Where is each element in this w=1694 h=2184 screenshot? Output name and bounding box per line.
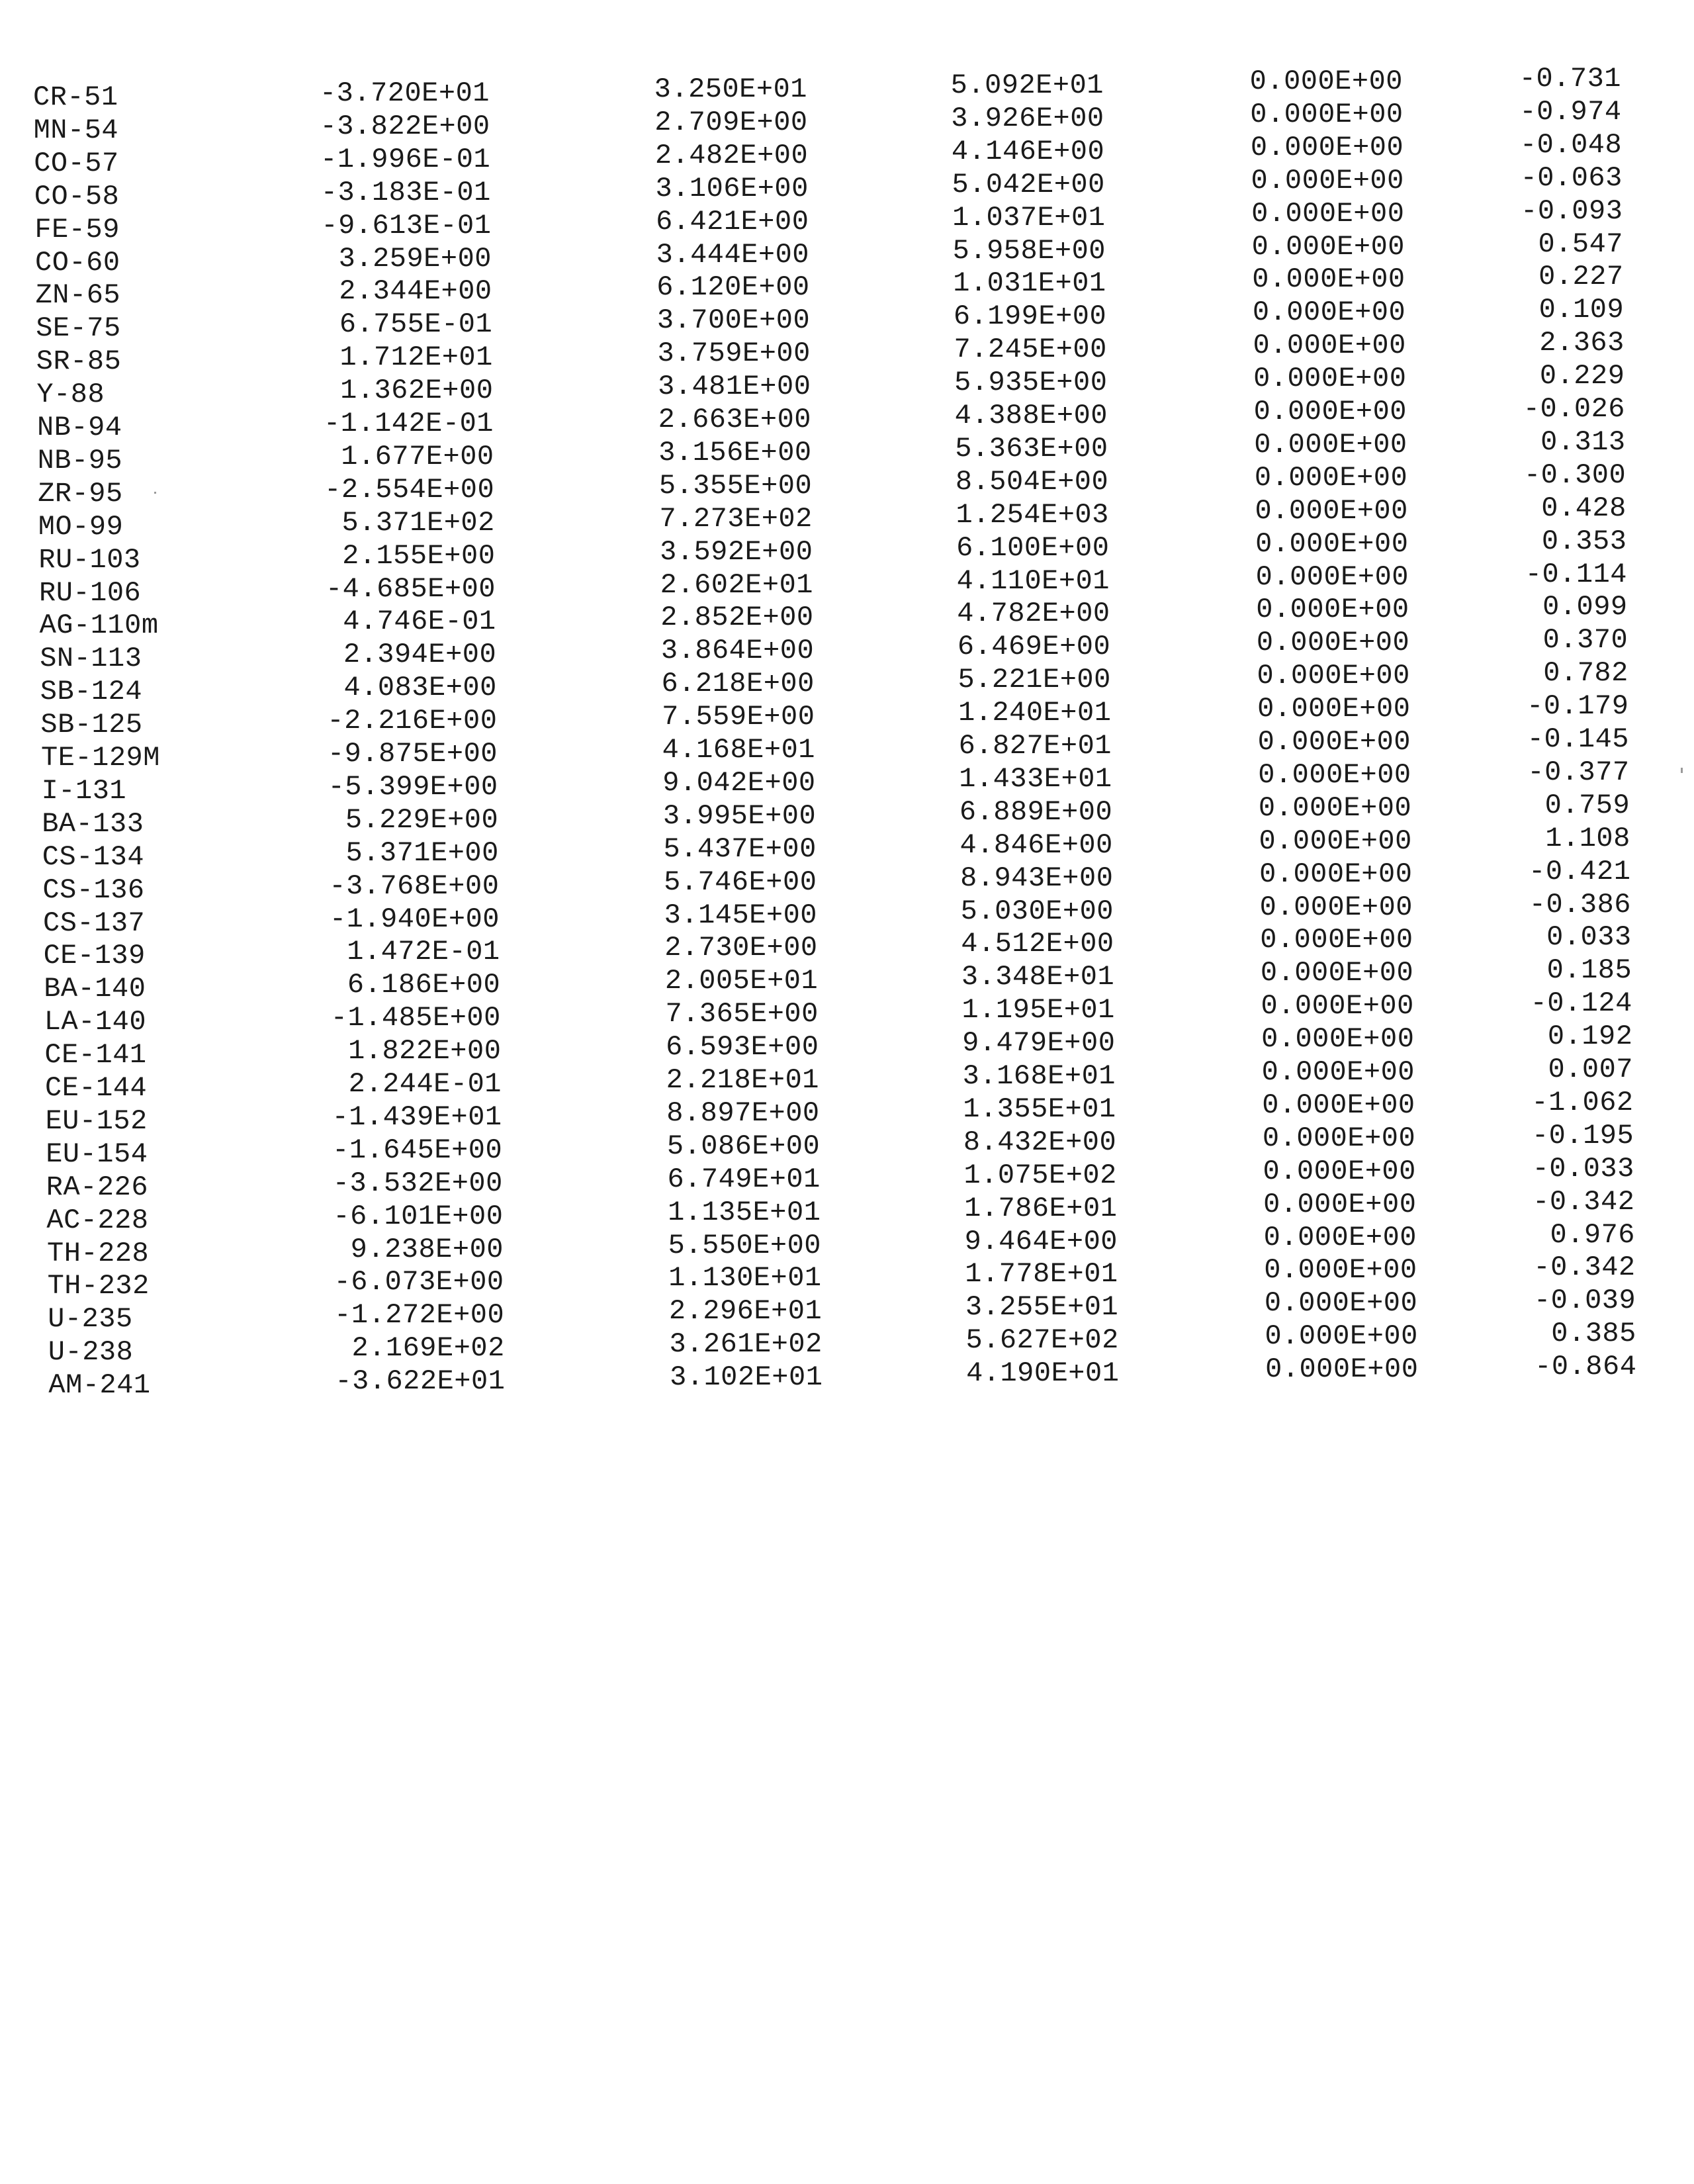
value-cell-5: -0.114 <box>1525 558 1627 590</box>
value-cell-3: 6.100E+00 <box>956 531 1110 564</box>
value-cell-2: 3.444E+00 <box>656 238 809 271</box>
value-cell-4: 0.000E+00 <box>1261 990 1414 1023</box>
nuclide-cell: CS-134 <box>42 841 145 873</box>
value-cell-3: 5.030E+00 <box>960 895 1114 927</box>
value-cell-2: 2.602E+01 <box>660 569 813 601</box>
value-cell-4: 0.000E+00 <box>1255 527 1409 560</box>
value-cell-3: 6.889E+00 <box>959 796 1113 828</box>
value-cell-2: 3.102E+01 <box>670 1361 823 1394</box>
nuclide-cell: Y-88 <box>36 379 105 411</box>
nuclide-cell: RA-226 <box>46 1171 149 1203</box>
value-cell-3: 8.432E+00 <box>963 1126 1117 1158</box>
value-cell-5: 0.370 <box>1542 624 1628 657</box>
value-cell-4: 0.000E+00 <box>1257 660 1410 692</box>
value-cell-5: 0.192 <box>1547 1021 1633 1053</box>
value-cell-4: 0.000E+00 <box>1259 891 1413 923</box>
value-cell-2: 3.759E+00 <box>657 338 811 370</box>
value-cell-1: -3.532E+00 <box>332 1167 503 1199</box>
value-cell-1: -6.073E+00 <box>334 1266 504 1298</box>
value-cell-3: 1.037E+01 <box>952 201 1106 234</box>
nuclide-cell: TH-228 <box>47 1237 150 1269</box>
value-cell-1: -9.613E-01 <box>321 209 492 242</box>
nuclide-cell: U-238 <box>48 1336 134 1369</box>
value-cell-4: 0.000E+00 <box>1260 924 1413 956</box>
value-cell-1: -3.720E+01 <box>319 77 490 109</box>
value-cell-5: -0.145 <box>1527 723 1629 755</box>
value-cell-2: 2.709E+00 <box>654 106 808 138</box>
value-cell-5: 0.007 <box>1548 1054 1633 1085</box>
nuclide-cell: EU-152 <box>45 1105 148 1137</box>
value-cell-1: -3.183E-01 <box>320 176 491 208</box>
value-cell-2: 4.168E+01 <box>662 734 815 766</box>
value-cell-3: 7.245E+00 <box>954 334 1107 366</box>
value-cell-3: 1.075E+02 <box>963 1159 1117 1191</box>
value-cell-5: -0.195 <box>1531 1119 1634 1152</box>
nuclide-cell: FE-59 <box>34 213 120 246</box>
value-cell-4: 0.000E+00 <box>1252 296 1406 329</box>
value-cell-5: 0.976 <box>1550 1218 1635 1251</box>
value-cell-1: 2.394E+00 <box>343 639 497 671</box>
value-cell-1: -6.101E+00 <box>333 1200 504 1232</box>
value-cell-2: 2.218E+01 <box>666 1064 819 1096</box>
value-cell-5: -0.124 <box>1530 987 1632 1020</box>
value-cell-1: -3.768E+00 <box>329 870 500 902</box>
nuclide-cell: ZR-95 <box>38 477 123 510</box>
value-cell-1: 6.755E-01 <box>339 308 493 341</box>
value-cell-2: 5.355E+00 <box>658 469 813 502</box>
nuclide-cell: CO-58 <box>34 180 120 212</box>
value-cell-3: 4.512E+00 <box>961 928 1114 960</box>
value-cell-1: 1.712E+01 <box>339 341 493 374</box>
value-cell-4: 0.000E+00 <box>1260 957 1414 989</box>
value-cell-2: 7.559E+00 <box>662 701 815 733</box>
value-cell-4: 0.000E+00 <box>1249 66 1403 97</box>
value-cell-5: -0.386 <box>1529 888 1631 921</box>
value-cell-1: -9.875E+00 <box>327 738 498 770</box>
value-cell-4: 0.000E+00 <box>1253 330 1406 362</box>
value-cell-5: -0.026 <box>1523 393 1625 425</box>
value-cell-1: 2.244E-01 <box>348 1068 502 1100</box>
value-cell-4: 0.000E+00 <box>1258 792 1412 824</box>
value-cell-3: 4.388E+00 <box>954 400 1108 432</box>
value-cell-5: -0.342 <box>1533 1251 1636 1284</box>
value-cell-5: 0.428 <box>1541 492 1627 524</box>
value-cell-4: 0.000E+00 <box>1251 197 1405 230</box>
value-cell-1: 1.472E-01 <box>347 936 500 968</box>
value-cell-1: -2.216E+00 <box>327 705 498 737</box>
nuclide-cell: AG-110m <box>39 610 159 642</box>
nuclide-cell: EU-154 <box>46 1138 148 1170</box>
value-cell-1: -1.485E+00 <box>330 1002 501 1034</box>
value-cell-4: 0.000E+00 <box>1254 428 1407 461</box>
value-cell-2: 7.273E+02 <box>659 502 813 535</box>
value-cell-4: 0.000E+00 <box>1261 1023 1415 1056</box>
value-cell-5: 0.782 <box>1543 657 1628 690</box>
value-cell-3: 5.221E+00 <box>958 664 1111 696</box>
nuclide-cell: CE-141 <box>44 1039 147 1071</box>
value-cell-1: 3.259E+00 <box>338 242 492 275</box>
value-cell-3: 5.935E+00 <box>954 367 1108 399</box>
scan-speck <box>154 492 156 494</box>
value-cell-3: 1.778E+01 <box>965 1258 1118 1291</box>
value-cell-2: 2.005E+01 <box>664 965 819 997</box>
value-cell-5: 0.313 <box>1540 426 1626 458</box>
value-cell-3: 4.110E+01 <box>956 565 1110 597</box>
value-cell-3: 9.479E+00 <box>962 1027 1116 1060</box>
value-cell-4: 0.000E+00 <box>1262 1089 1415 1121</box>
nuclide-cell: TH-232 <box>47 1270 150 1302</box>
value-cell-2: 3.250E+01 <box>654 73 807 105</box>
value-cell-1: 1.677E+00 <box>341 440 494 473</box>
value-cell-2: 3.106E+00 <box>655 172 809 205</box>
nuclide-cell: LA-140 <box>44 1006 147 1038</box>
value-cell-3: 1.240E+01 <box>958 697 1112 729</box>
value-cell-5: 0.547 <box>1538 228 1623 260</box>
nuclide-cell: SE-75 <box>36 312 121 345</box>
value-cell-5: -0.864 <box>1535 1351 1637 1383</box>
value-cell-1: -3.822E+00 <box>320 110 490 142</box>
value-cell-3: 3.168E+01 <box>962 1060 1116 1092</box>
value-cell-1: 5.229E+00 <box>345 803 499 836</box>
value-cell-1: -1.142E-01 <box>323 408 494 439</box>
value-cell-4: 0.000E+00 <box>1251 164 1404 197</box>
value-cell-4: 0.000E+00 <box>1257 726 1411 758</box>
value-cell-3: 4.782E+00 <box>957 598 1110 630</box>
value-cell-2: 3.481E+00 <box>658 371 811 403</box>
value-cell-2: 6.593E+00 <box>666 1031 819 1064</box>
value-cell-3: 5.958E+00 <box>952 234 1106 267</box>
nuclide-cell: AC-228 <box>46 1204 149 1236</box>
value-cell-4: 0.000E+00 <box>1250 131 1404 163</box>
value-cell-1: 6.186E+00 <box>347 969 501 1001</box>
value-cell-3: 4.146E+00 <box>951 135 1105 167</box>
value-cell-2: 6.749E+01 <box>667 1163 821 1195</box>
value-cell-4: 0.000E+00 <box>1254 461 1408 494</box>
value-cell-5: 0.227 <box>1538 261 1624 293</box>
value-cell-5: 0.185 <box>1546 954 1632 987</box>
value-cell-1: 2.344E+00 <box>339 275 492 308</box>
value-cell-2: 6.421E+00 <box>656 205 809 238</box>
nuclide-cell: ZN-65 <box>35 279 121 312</box>
nuclide-cell: RU-106 <box>39 576 142 609</box>
value-cell-5: -0.179 <box>1527 690 1629 723</box>
value-cell-2: 2.482E+00 <box>654 139 809 171</box>
value-cell-2: 2.730E+00 <box>664 932 818 964</box>
nuclide-cell: MO-99 <box>38 510 124 543</box>
value-cell-4: 0.000E+00 <box>1252 263 1405 296</box>
nuclide-cell: CO-60 <box>35 246 120 279</box>
value-cell-3: 1.031E+01 <box>953 267 1106 300</box>
value-cell-5: 2.363 <box>1539 327 1625 359</box>
value-cell-1: -1.439E+01 <box>332 1101 502 1133</box>
value-cell-5: -0.063 <box>1520 161 1623 194</box>
value-cell-2: 3.145E+00 <box>664 899 817 931</box>
value-cell-3: 5.363E+00 <box>955 432 1108 465</box>
value-cell-2: 2.852E+00 <box>660 602 814 634</box>
value-cell-4: 0.000E+00 <box>1253 396 1407 428</box>
value-cell-2: 2.296E+01 <box>668 1295 823 1328</box>
value-cell-4: 0.000E+00 <box>1262 1122 1416 1154</box>
value-cell-1: 2.169E+02 <box>351 1332 505 1365</box>
value-cell-4: 0.000E+00 <box>1251 230 1405 263</box>
scan-speck <box>1681 768 1683 773</box>
value-cell-1: 4.746E-01 <box>343 606 496 638</box>
value-cell-5: 0.385 <box>1551 1318 1636 1350</box>
value-cell-4: 0.000E+00 <box>1265 1320 1418 1353</box>
value-cell-4: 0.000E+00 <box>1255 494 1408 527</box>
value-cell-4: 0.000E+00 <box>1256 594 1409 626</box>
value-cell-3: 6.827E+01 <box>958 730 1112 762</box>
value-cell-3: 5.092E+01 <box>950 69 1104 101</box>
value-cell-3: 5.042E+00 <box>952 168 1105 201</box>
value-cell-1: -1.996E-01 <box>320 143 491 175</box>
value-cell-2: 3.592E+00 <box>660 535 813 568</box>
value-cell-2: 3.156E+00 <box>658 436 812 469</box>
nuclide-cell: AM-241 <box>48 1369 151 1402</box>
value-cell-3: 8.943E+00 <box>960 862 1114 894</box>
value-cell-4: 0.000E+00 <box>1264 1287 1418 1320</box>
value-cell-2: 1.130E+01 <box>668 1262 822 1295</box>
nuclide-cell: MN-54 <box>33 114 119 146</box>
value-cell-2: 5.437E+00 <box>663 833 817 865</box>
value-cell-3: 3.926E+00 <box>951 102 1104 134</box>
value-cell-3: 1.254E+03 <box>956 498 1109 531</box>
nuclide-cell: SB-125 <box>40 709 143 741</box>
value-cell-3: 1.195E+01 <box>961 994 1115 1026</box>
nuclide-cell: SN-113 <box>40 643 142 675</box>
value-cell-2: 5.550E+00 <box>668 1229 821 1261</box>
value-cell-1: -5.399E+00 <box>328 770 498 803</box>
nuclide-cell: CE-144 <box>45 1072 148 1104</box>
nuclide-cell: NB-94 <box>37 412 122 443</box>
nuclide-cell: CE-139 <box>43 940 146 972</box>
nuclide-cell: CS-137 <box>43 907 146 939</box>
nuclide-cell: CS-136 <box>42 874 145 906</box>
value-cell-1: -1.645E+00 <box>332 1134 503 1166</box>
value-cell-2: 5.746E+00 <box>664 866 817 898</box>
value-cell-3: 5.627E+02 <box>965 1324 1119 1357</box>
value-cell-3: 3.255E+01 <box>965 1291 1119 1324</box>
nuclide-cell: CR-51 <box>33 81 118 113</box>
value-cell-2: 8.897E+00 <box>666 1097 820 1129</box>
value-cell-1: -4.685E+00 <box>325 572 496 605</box>
value-cell-4: 0.000E+00 <box>1250 98 1404 130</box>
value-cell-5: 0.353 <box>1541 525 1627 557</box>
value-cell-3: 1.433E+01 <box>959 762 1112 795</box>
value-cell-3: 6.199E+00 <box>953 300 1107 333</box>
value-cell-4: 0.000E+00 <box>1261 1056 1415 1088</box>
nuclide-cell: RU-103 <box>38 543 141 576</box>
nuclide-cell: BA-133 <box>42 807 144 840</box>
value-cell-1: 5.371E+00 <box>345 837 499 869</box>
value-cell-4: 0.000E+00 <box>1265 1353 1419 1386</box>
value-cell-5: -0.300 <box>1523 459 1627 491</box>
value-cell-1: -1.940E+00 <box>329 903 500 935</box>
value-cell-5: -1.062 <box>1531 1086 1634 1118</box>
nuclide-cell: SR-85 <box>36 345 122 378</box>
value-cell-2: 5.086E+00 <box>666 1130 821 1162</box>
value-cell-2: 9.042E+00 <box>662 766 816 799</box>
nuclide-cell: NB-95 <box>37 444 123 477</box>
value-cell-5: -0.048 <box>1519 128 1623 161</box>
value-cell-3: 4.190E+01 <box>966 1357 1120 1390</box>
value-cell-1: 5.371E+02 <box>341 506 495 539</box>
value-cell-5: 0.229 <box>1539 360 1625 392</box>
value-cell-2: 3.864E+00 <box>660 635 815 667</box>
nuclide-cell: CO-57 <box>34 147 119 179</box>
value-cell-5: 0.759 <box>1544 789 1630 821</box>
value-cell-3: 4.846E+00 <box>959 829 1113 861</box>
value-cell-4: 0.000E+00 <box>1263 1221 1417 1253</box>
value-cell-5: -0.039 <box>1533 1285 1636 1317</box>
value-cell-5: -0.033 <box>1532 1152 1634 1185</box>
value-cell-4: 0.000E+00 <box>1258 758 1411 791</box>
value-cell-1: 9.238E+00 <box>350 1233 504 1265</box>
value-cell-3: 9.464E+00 <box>964 1225 1118 1257</box>
value-cell-5: 1.108 <box>1545 822 1630 854</box>
value-cell-4: 0.000E+00 <box>1264 1254 1417 1287</box>
value-cell-4: 0.000E+00 <box>1263 1155 1416 1187</box>
value-cell-1: -3.622E+01 <box>335 1365 506 1398</box>
value-cell-4: 0.000E+00 <box>1256 627 1410 659</box>
value-cell-4: 0.000E+00 <box>1253 363 1407 395</box>
value-cell-1: 2.155E+00 <box>342 539 496 572</box>
value-cell-2: 2.663E+00 <box>658 404 811 435</box>
value-cell-5: -0.342 <box>1533 1185 1635 1218</box>
nuclide-cell: I-131 <box>41 774 127 807</box>
nuclide-cell: BA-140 <box>44 973 146 1005</box>
value-cell-5: -0.093 <box>1521 195 1623 227</box>
nuclide-cell: U-235 <box>48 1303 133 1336</box>
value-cell-4: 0.000E+00 <box>1263 1188 1417 1220</box>
value-cell-2: 6.120E+00 <box>656 271 810 304</box>
value-cell-3: 1.786E+01 <box>964 1192 1118 1224</box>
value-cell-1: -1.272E+00 <box>334 1299 505 1332</box>
table-row <box>0 63 1694 114</box>
value-cell-3: 8.504E+00 <box>955 465 1109 498</box>
value-cell-2: 3.995E+00 <box>662 799 817 832</box>
value-cell-5: -0.377 <box>1527 756 1630 788</box>
value-cell-5: 0.033 <box>1546 921 1632 954</box>
value-cell-4: 0.000E+00 <box>1259 825 1412 857</box>
value-cell-5: 0.109 <box>1538 294 1625 326</box>
value-cell-4: 0.000E+00 <box>1259 858 1413 890</box>
nuclide-cell: SB-124 <box>40 676 143 708</box>
value-cell-2: 3.261E+02 <box>669 1328 823 1361</box>
value-cell-2: 6.218E+00 <box>661 668 815 700</box>
value-cell-4: 0.000E+00 <box>1255 561 1409 593</box>
value-cell-2: 7.365E+00 <box>665 998 819 1030</box>
value-cell-1: 4.083E+00 <box>343 672 497 704</box>
nuclide-cell: TE-129M <box>41 742 160 774</box>
value-cell-3: 3.348E+01 <box>961 961 1115 993</box>
value-cell-3: 1.355E+01 <box>963 1093 1116 1125</box>
value-cell-2: 3.700E+00 <box>656 304 811 337</box>
value-cell-1: 1.362E+00 <box>340 375 494 407</box>
value-cell-1: -2.554E+00 <box>324 473 495 506</box>
value-cell-5: -0.974 <box>1519 95 1622 128</box>
value-cell-3: 6.469E+00 <box>957 631 1111 663</box>
value-cell-5: 0.099 <box>1542 591 1628 623</box>
value-cell-5: -0.731 <box>1519 63 1621 95</box>
value-cell-4: 0.000E+00 <box>1257 693 1411 725</box>
value-cell-1: 1.822E+00 <box>348 1035 502 1068</box>
value-cell-5: -0.421 <box>1529 855 1631 887</box>
value-cell-2: 1.135E+01 <box>668 1196 821 1228</box>
